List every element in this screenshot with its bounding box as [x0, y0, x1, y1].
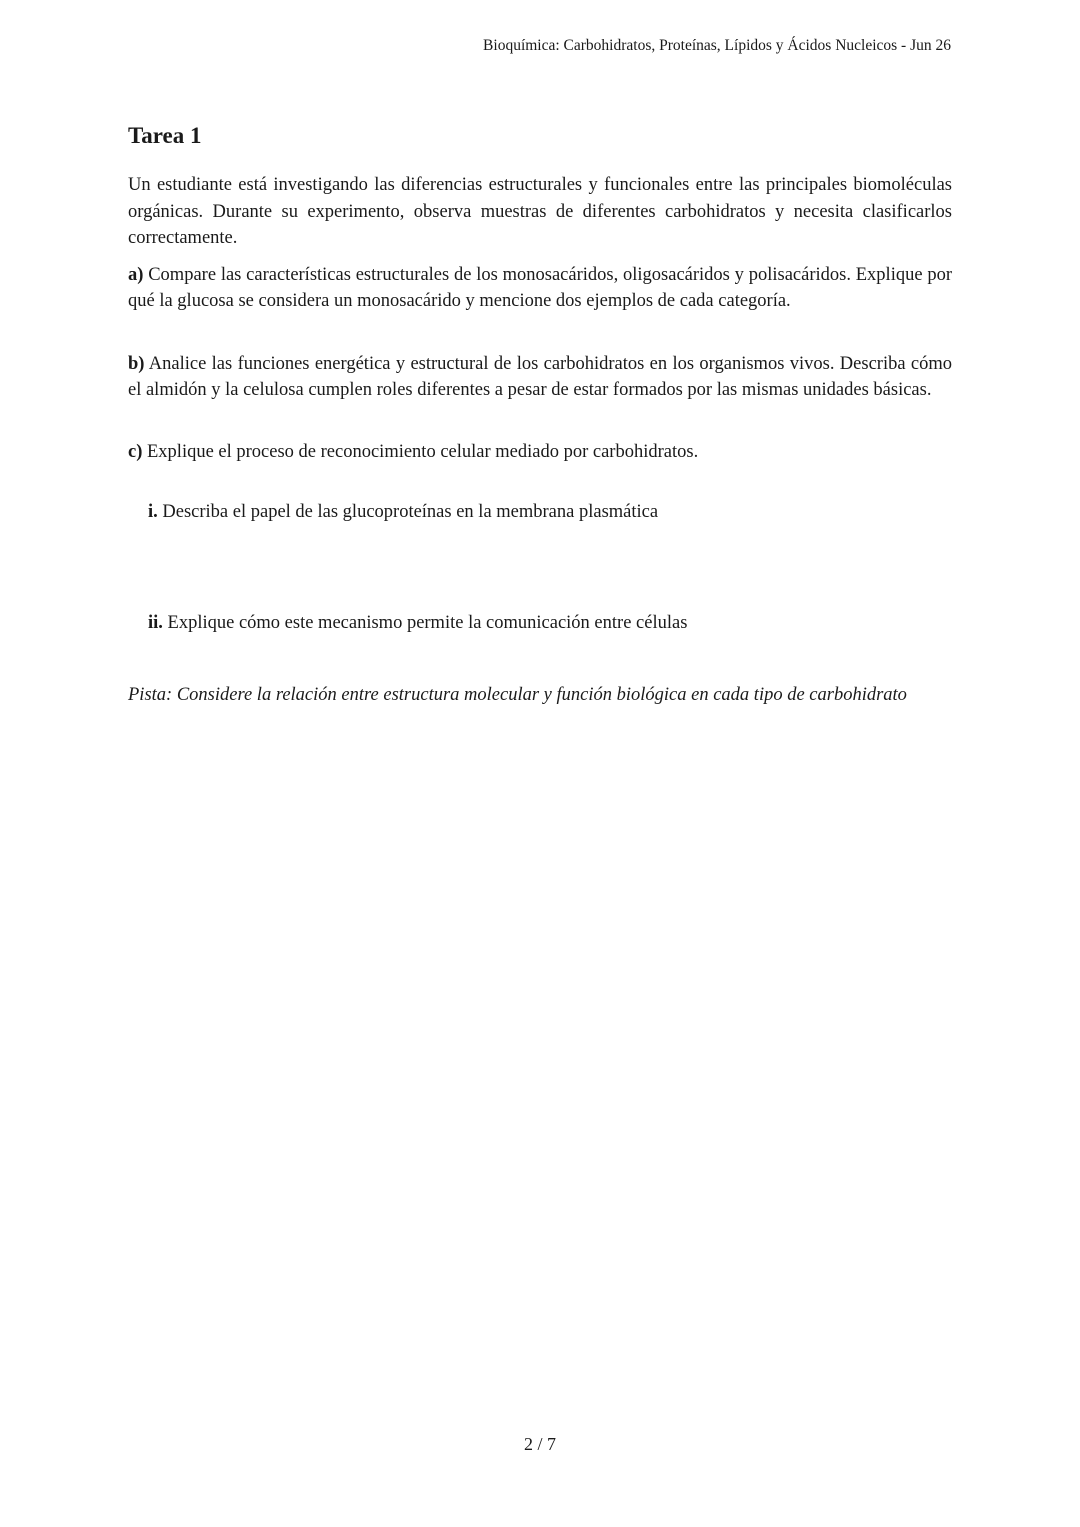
- task-intro: Un estudiante está investigando las diferencias estructurales y funcionales entre las principales biomoléculas orgánicas. Durante su experimento, observa muestras de diferentes carbohidratos y necesita clasificarlos correctamente.: [128, 175, 952, 248]
- part-c-text: Explique el proceso de reconocimiento celular mediado por carbohidratos.: [147, 441, 699, 462]
- task-section: [128, 121, 952, 709]
- hint: Pista: Considere la relación entre estructura molecular y función biológica en cada tipo de carbohidrato: [128, 685, 907, 705]
- subpart-i-text: Describa el papel de las glucoproteínas en la membrana plasmática: [162, 502, 659, 522]
- subpart-ii: [128, 610, 952, 637]
- part-b-label: b): [128, 353, 145, 374]
- part-c-label: c): [128, 441, 143, 462]
- part-a-label: a): [128, 264, 144, 285]
- running-header: Bioquímica: Carbohidratos, Proteínas, Lípidos y Ácidos Nucleicos - Jun 26: [483, 37, 951, 54]
- part-b-text: Analice las funciones energética y estructural de los carbohidratos en los organismos vivos. Describa cómo el almidón y la celulosa cumplen roles diferentes a pesar de estar formados por las mismas unidades básicas.: [128, 353, 953, 400]
- subpart-ii-text: Explique cómo este mecanismo permite la comunicación entre células: [167, 612, 688, 633]
- subpart-i-label: i.: [148, 502, 158, 522]
- part-c: [128, 439, 952, 466]
- task-title: Tarea 1: [128, 123, 202, 148]
- part-a-text: Compare las características estructurales de los monosacáridos, oligosacáridos y polisacáridos. Explique por qué la glucosa se considera un monosacárido y mencione dos ejemplos de cada categoría.: [128, 264, 952, 311]
- page-number: 2 / 7: [523, 1434, 556, 1454]
- part-b: [128, 351, 952, 404]
- part-a: [128, 262, 952, 315]
- subpart-i: [128, 499, 952, 526]
- subpart-ii-label: ii.: [148, 612, 163, 633]
